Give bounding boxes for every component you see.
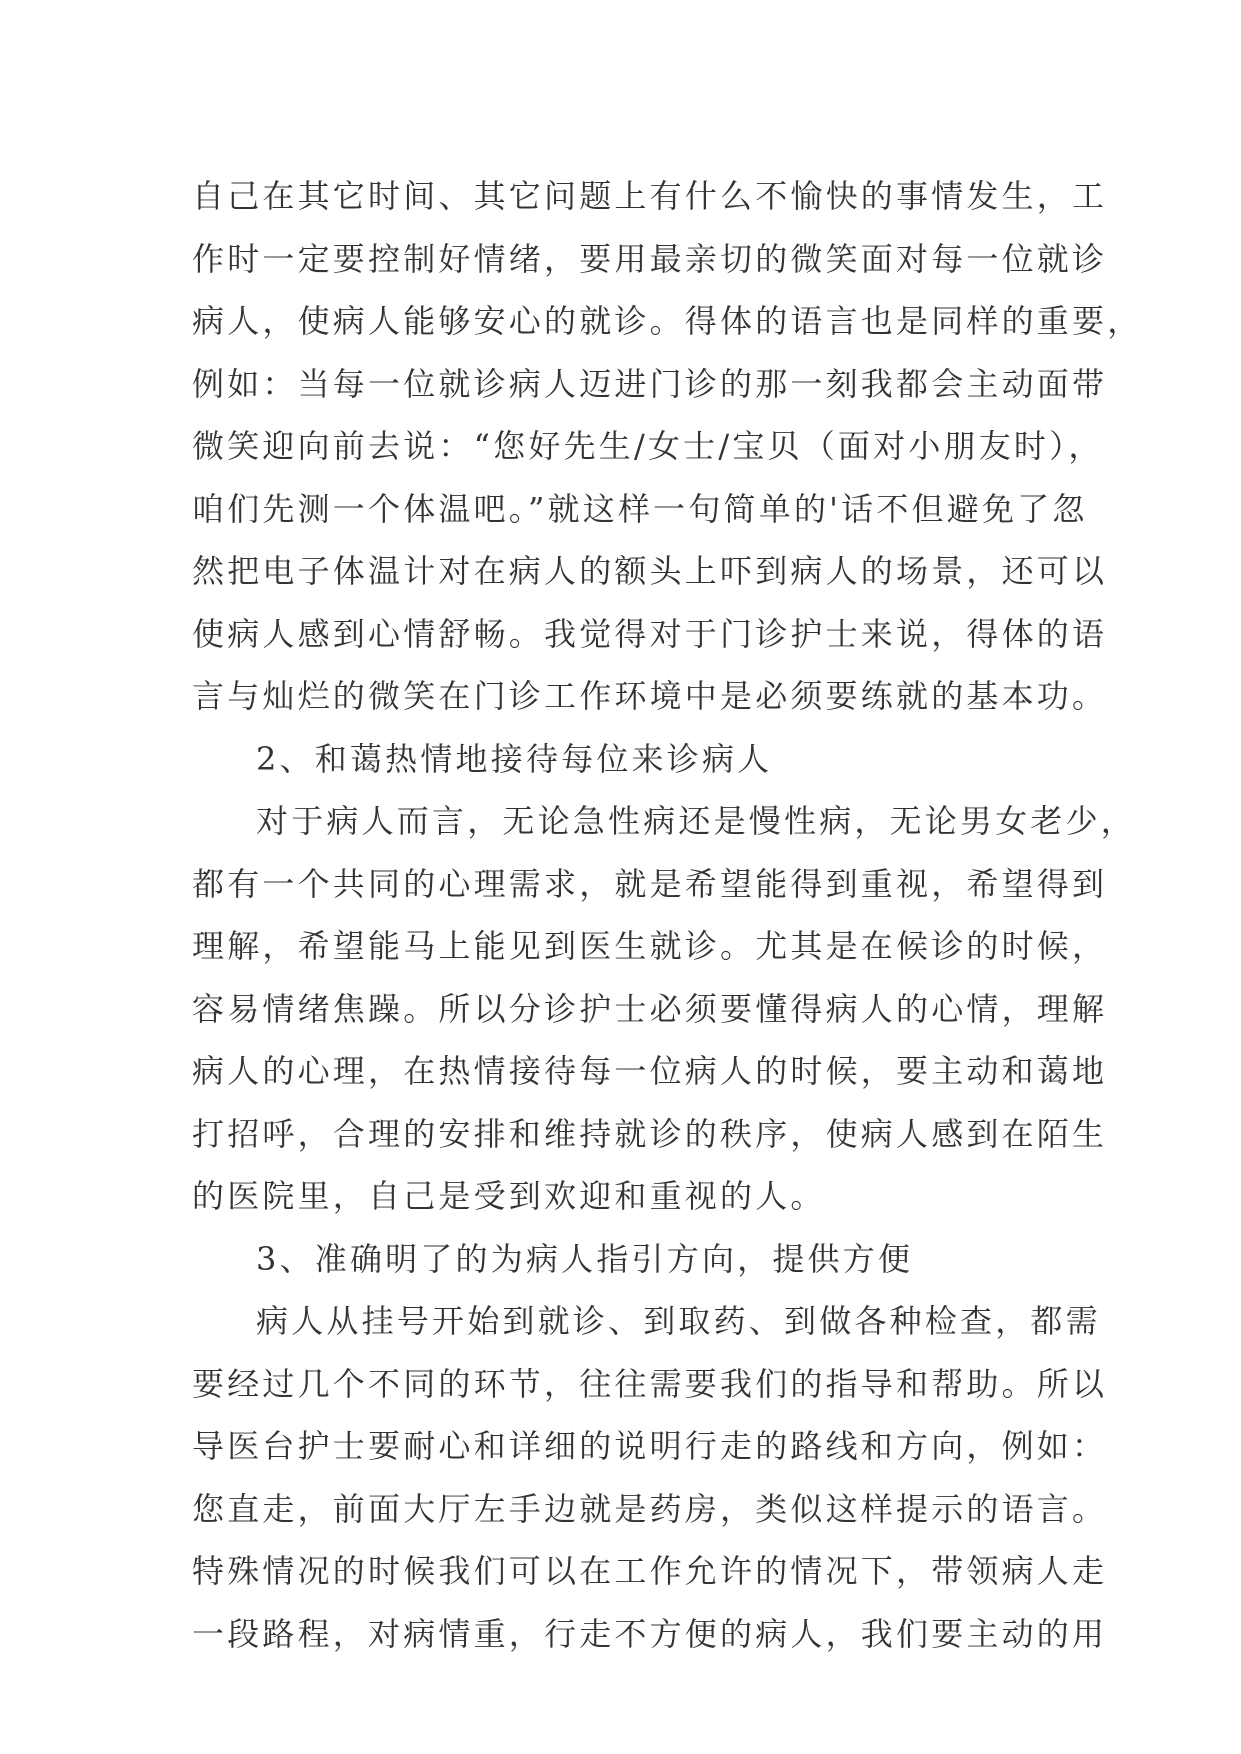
text-line: 自己在其它时间、其它问题上有什么不愉快的事情发生，工 — [192, 177, 1108, 215]
text-line: 例如：当每一位就诊病人迈进门诊的那一刻我都会主动面带 — [192, 364, 1108, 403]
text-line: 打招呼，合理的安排和维持就诊的秩序，使病人感到在陌生 — [192, 1114, 1108, 1153]
text-line: 的医院里，自己是受到欢迎和重视的人。 — [192, 1177, 826, 1215]
text-line: 作时一定要控制好情绪，要用最亲切的微笑面对每一位就诊 — [192, 239, 1108, 278]
text-line: 咱们先测一个体温吧。”就这样一句简单的'话不但避免了忽 — [192, 489, 1088, 528]
text-line: 一段路程，对病情重，行走不方便的病人，我们要主动的用 — [192, 1614, 1108, 1653]
text-line: 要经过几个不同的环节，往往需要我们的指导和帮助。所以 — [192, 1364, 1108, 1403]
text-line: 3、准确明了的为病人指引方向，提供方便 — [256, 1239, 914, 1278]
text-line: 您直走，前面大厅左手边就是药房，类似这样提示的语言。 — [192, 1489, 1108, 1528]
text-line: 然把电子体温计对在病人的额头上吓到病人的场景，还可以 — [192, 552, 1108, 590]
text-line: 言与灿烂的微笑在门诊工作环境中是必须要练就的基本功。 — [192, 677, 1108, 715]
text-line: 病人从挂号开始到就诊、到取药、到做各种检查，都需 — [256, 1302, 1101, 1340]
text-line: 病人，使病人能够安心的就诊。得体的语言也是同样的重要， — [192, 302, 1143, 340]
text-line: 对于病人而言，无论急性病还是慢性病，无论男女老少， — [256, 802, 1137, 840]
text-line: 使病人感到心情舒畅。我觉得对于门诊护士来说，得体的语 — [192, 614, 1108, 653]
text-line: 容易情绪焦躁。所以分诊护士必须要懂得病人的心情，理解 — [192, 989, 1108, 1028]
text-line: 病人的心理，在热情接待每一位病人的时候，要主动和蔼地 — [192, 1052, 1108, 1090]
text-line: 微笑迎向前去说：“您好先生/女士/宝贝（面对小朋友时）， — [192, 427, 1104, 465]
text-line: 理解，希望能马上能见到医生就诊。尤其是在候诊的时候， — [192, 927, 1108, 965]
text-line: 都有一个共同的心理需求，就是希望能得到重视，希望得到 — [192, 864, 1108, 903]
text-line: 特殊情况的时候我们可以在工作允许的情况下，带领病人走 — [192, 1552, 1108, 1590]
text-line: 导医台护士要耐心和详细的说明行走的路线和方向，例如： — [192, 1427, 1108, 1465]
document-body — [192, 165, 1143, 1665]
text-line: 2、和蔼热情地接待每位来诊病人 — [256, 739, 773, 778]
